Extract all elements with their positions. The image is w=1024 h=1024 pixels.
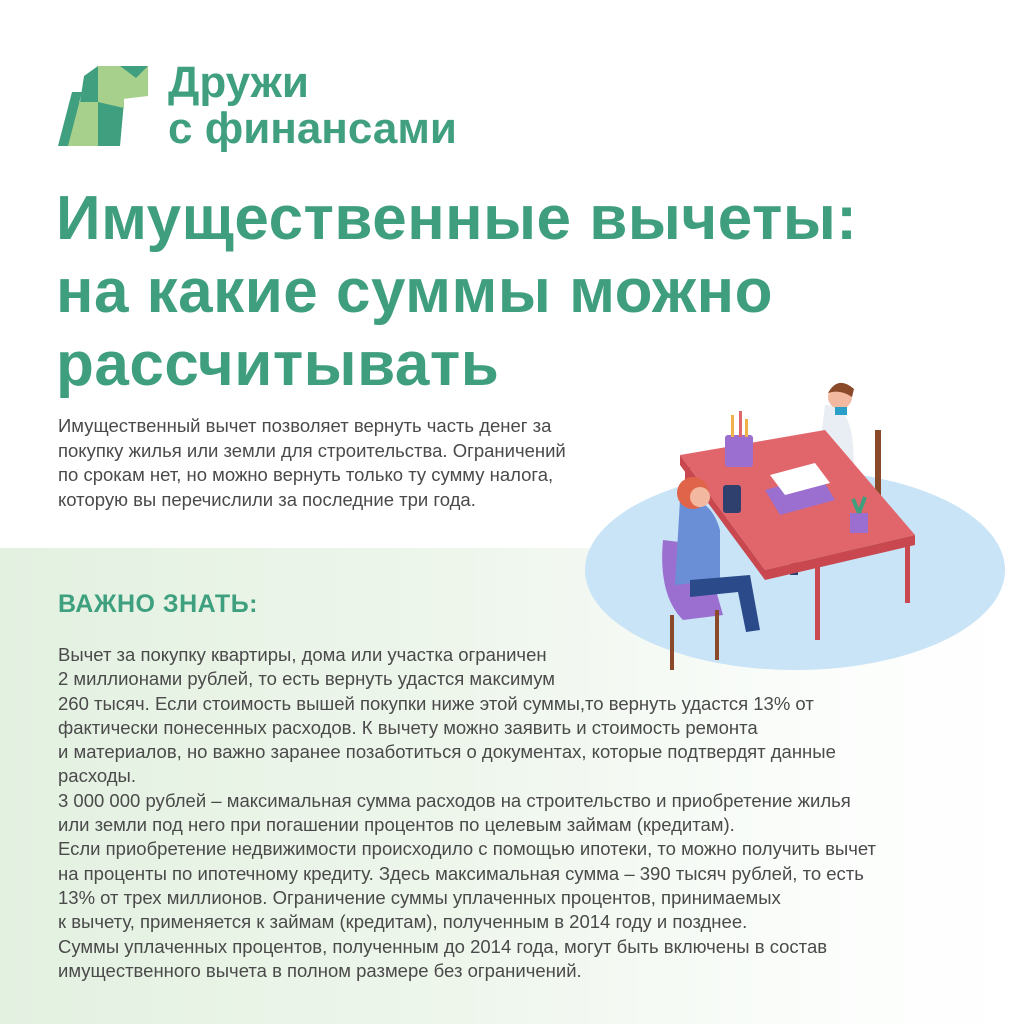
body-line: или земли под него при погашении процентов по целевым займам (кредитам). xyxy=(58,814,735,836)
logo-dog-icon xyxy=(58,62,150,146)
body-line: к вычету, применяется к займам (кредитам), полученным в 2014 году и позднее. xyxy=(58,911,748,933)
title-line: рассчитывать xyxy=(56,330,500,399)
body-line: на проценты по ипотечному кредиту. Здесь максимальная сумма – 390 тысяч рублей, то есть xyxy=(58,862,864,884)
intro-paragraph xyxy=(58,414,566,512)
important-body xyxy=(58,643,876,983)
page-title xyxy=(56,182,857,401)
body-line: 13% от трех миллионов. Ограничение суммы уплаченных процентов, принимаемых xyxy=(58,886,781,908)
body-line: фактически понесенных расходов. К вычету можно заявить и стоимость ремонта xyxy=(58,716,758,738)
intro-line: которую вы перечислили за последние три года. xyxy=(58,488,476,510)
body-line: и материалов, но важно заранее позаботиться о документах, которые подтвердят данные xyxy=(58,741,836,763)
body-line: 3 000 000 рублей – максимальная сумма расходов на строительство и приобретение жилья xyxy=(58,789,851,811)
body-line: 260 тысяч. Если стоимость вышей покупки ниже этой суммы,то вернуть удастся 13% от xyxy=(58,692,814,714)
intro-line: Имущественный вычет позволяет вернуть часть денег за xyxy=(58,415,552,436)
body-line: имущественного вычета в полном размере без ограничений. xyxy=(58,959,582,981)
body-line: 2 миллионами рублей, то есть вернуть удастся максимум xyxy=(58,668,556,690)
intro-line: по срокам нет, но можно вернуть только ту сумму налога, xyxy=(58,464,554,485)
title-line: на какие суммы можно xyxy=(56,257,773,326)
office-meeting-illustration xyxy=(585,375,1015,675)
logo-text xyxy=(168,60,457,152)
intro-line: покупку жилья или земли для строительства. Ограничений xyxy=(58,439,566,461)
logo-line-2: с финансами xyxy=(168,104,457,153)
logo-line-1: Дружи xyxy=(168,58,309,107)
body-line: расходы. xyxy=(58,765,136,787)
body-line: Если приобретение недвижимости происходило с помощью ипотеки, то можно получить вычет xyxy=(58,838,876,860)
important-heading: ВАЖНО ЗНАТЬ: xyxy=(58,590,258,618)
body-line: Вычет за покупку квартиры, дома или участка ограничен xyxy=(58,644,547,665)
title-line: Имущественные вычеты: xyxy=(56,184,858,253)
body-line: Суммы уплаченных процентов, полученным до 2014 года, могут быть включены в состав xyxy=(58,935,828,957)
